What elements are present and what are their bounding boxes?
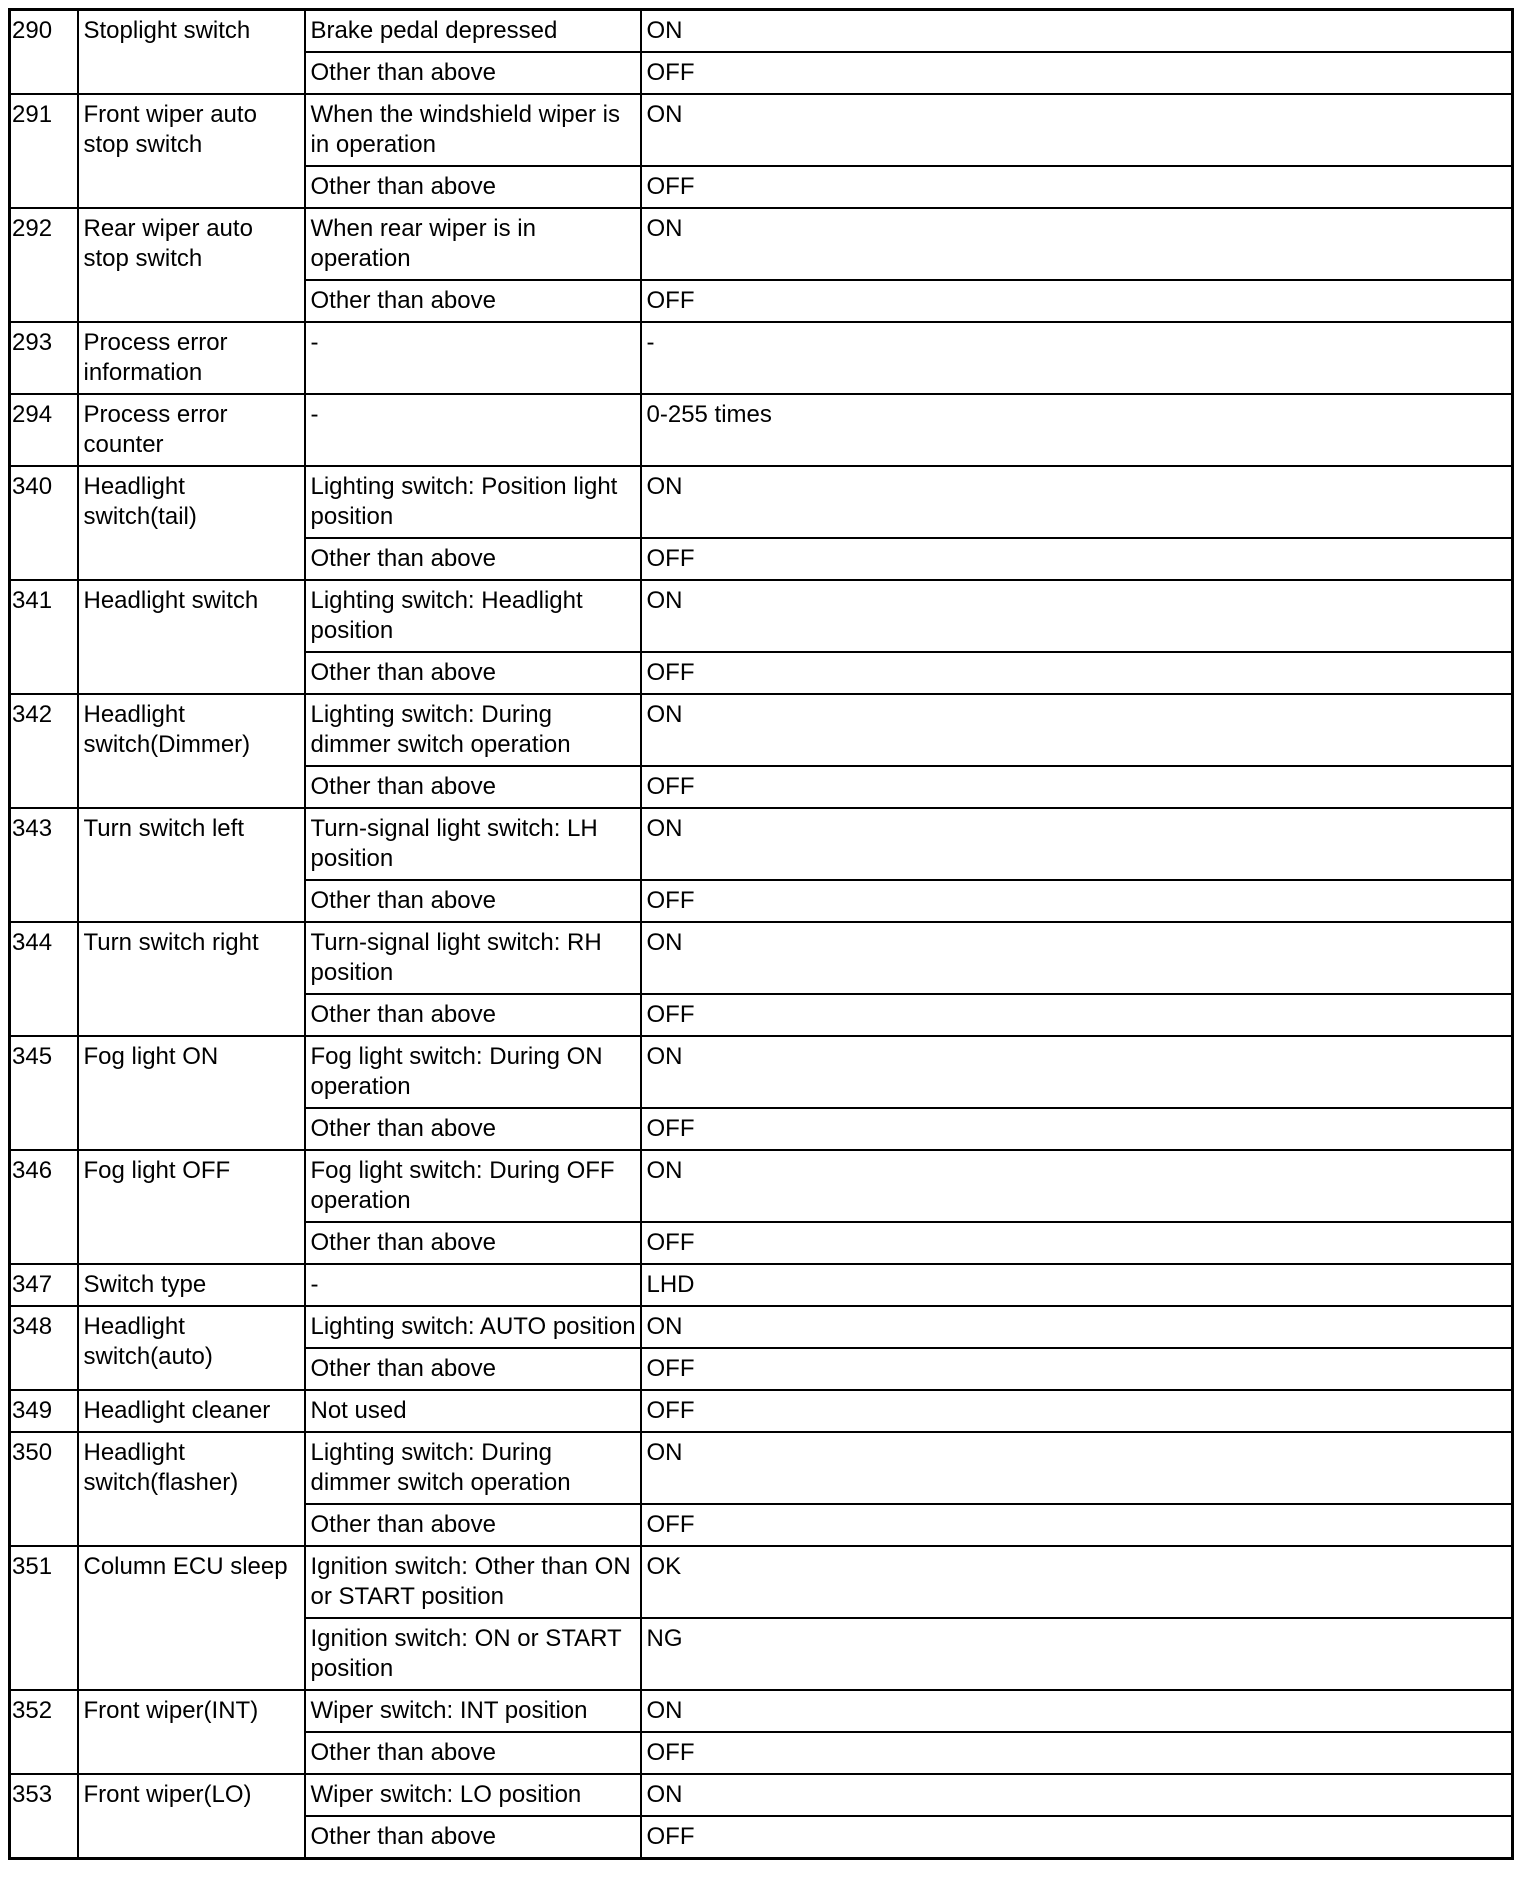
condition-cell: Other than above bbox=[305, 1108, 641, 1150]
condition-cell: Other than above bbox=[305, 280, 641, 322]
value-cell: OFF bbox=[641, 766, 1513, 808]
item-name-cell: Headlight switch(flasher) bbox=[78, 1432, 305, 1546]
value-cell: OFF bbox=[641, 1108, 1513, 1150]
item-name-cell: Turn switch right bbox=[78, 922, 305, 1036]
table-row bbox=[10, 580, 1513, 652]
condition-cell: - bbox=[305, 322, 641, 394]
condition-cell: - bbox=[305, 1264, 641, 1306]
table-row bbox=[10, 1264, 1513, 1306]
item-number-cell: 346 bbox=[10, 1150, 78, 1264]
value-cell: OFF bbox=[641, 1732, 1513, 1774]
value-cell: ON bbox=[641, 1036, 1513, 1108]
condition-cell: Lighting switch: Headlight position bbox=[305, 580, 641, 652]
condition-cell: Wiper switch: LO position bbox=[305, 1774, 641, 1816]
item-number-cell: 343 bbox=[10, 808, 78, 922]
condition-cell: Other than above bbox=[305, 1348, 641, 1390]
table-row bbox=[10, 1390, 1513, 1432]
condition-cell: Turn-signal light switch: LH position bbox=[305, 808, 641, 880]
value-cell: OFF bbox=[641, 1348, 1513, 1390]
condition-cell: Other than above bbox=[305, 652, 641, 694]
condition-cell: Lighting switch: During dimmer switch operation bbox=[305, 1432, 641, 1504]
condition-cell: Other than above bbox=[305, 538, 641, 580]
value-cell: ON bbox=[641, 694, 1513, 766]
condition-cell: Fog light switch: During ON operation bbox=[305, 1036, 641, 1108]
condition-cell: When rear wiper is in operation bbox=[305, 208, 641, 280]
table-row bbox=[10, 1546, 1513, 1618]
value-cell: ON bbox=[641, 1150, 1513, 1222]
item-number-cell: 341 bbox=[10, 580, 78, 694]
table-row bbox=[10, 394, 1513, 466]
value-cell: OFF bbox=[641, 1816, 1513, 1859]
item-number-cell: 344 bbox=[10, 922, 78, 1036]
value-cell: NG bbox=[641, 1618, 1513, 1690]
value-cell: OFF bbox=[641, 52, 1513, 94]
value-cell: OFF bbox=[641, 280, 1513, 322]
condition-cell: Not used bbox=[305, 1390, 641, 1432]
table-row bbox=[10, 1036, 1513, 1108]
table-row bbox=[10, 322, 1513, 394]
table-row bbox=[10, 1306, 1513, 1348]
data-monitor-table bbox=[8, 8, 1514, 1860]
condition-cell: Other than above bbox=[305, 994, 641, 1036]
item-number-cell: 293 bbox=[10, 322, 78, 394]
item-name-cell: Process error counter bbox=[78, 394, 305, 466]
item-name-cell: Fog light OFF bbox=[78, 1150, 305, 1264]
condition-cell: Ignition switch: ON or START position bbox=[305, 1618, 641, 1690]
condition-cell: Wiper switch: INT position bbox=[305, 1690, 641, 1732]
table-row bbox=[10, 1774, 1513, 1816]
item-name-cell: Headlight cleaner bbox=[78, 1390, 305, 1432]
condition-cell: Other than above bbox=[305, 1816, 641, 1859]
value-cell: LHD bbox=[641, 1264, 1513, 1306]
condition-cell: Turn-signal light switch: RH position bbox=[305, 922, 641, 994]
item-number-cell: 291 bbox=[10, 94, 78, 208]
condition-cell: - bbox=[305, 394, 641, 466]
item-number-cell: 347 bbox=[10, 1264, 78, 1306]
value-cell: OFF bbox=[641, 1390, 1513, 1432]
value-cell: ON bbox=[641, 10, 1513, 53]
value-cell: - bbox=[641, 322, 1513, 394]
table-row bbox=[10, 922, 1513, 994]
value-cell: ON bbox=[641, 1306, 1513, 1348]
data-monitor-table-sheet bbox=[8, 8, 1514, 1860]
item-number-cell: 351 bbox=[10, 1546, 78, 1690]
value-cell: OFF bbox=[641, 1504, 1513, 1546]
item-number-cell: 342 bbox=[10, 694, 78, 808]
item-name-cell: Headlight switch bbox=[78, 580, 305, 694]
item-name-cell: Rear wiper auto stop switch bbox=[78, 208, 305, 322]
item-name-cell: Fog light ON bbox=[78, 1036, 305, 1150]
item-name-cell: Headlight switch(auto) bbox=[78, 1306, 305, 1390]
table-row bbox=[10, 1150, 1513, 1222]
value-cell: ON bbox=[641, 208, 1513, 280]
value-cell: ON bbox=[641, 580, 1513, 652]
item-name-cell: Front wiper(INT) bbox=[78, 1690, 305, 1774]
item-name-cell: Headlight switch(tail) bbox=[78, 466, 305, 580]
value-cell: OK bbox=[641, 1546, 1513, 1618]
condition-cell: When the windshield wiper is in operation bbox=[305, 94, 641, 166]
table-body bbox=[10, 10, 1513, 1859]
value-cell: ON bbox=[641, 94, 1513, 166]
table-row bbox=[10, 1432, 1513, 1504]
item-number-cell: 340 bbox=[10, 466, 78, 580]
value-cell: OFF bbox=[641, 880, 1513, 922]
item-name-cell: Stoplight switch bbox=[78, 10, 305, 95]
value-cell: ON bbox=[641, 1774, 1513, 1816]
item-number-cell: 348 bbox=[10, 1306, 78, 1390]
value-cell: 0-255 times bbox=[641, 394, 1513, 466]
item-name-cell: Switch type bbox=[78, 1264, 305, 1306]
item-name-cell: Headlight switch(Dimmer) bbox=[78, 694, 305, 808]
value-cell: ON bbox=[641, 1432, 1513, 1504]
condition-cell: Other than above bbox=[305, 166, 641, 208]
item-name-cell: Front wiper(LO) bbox=[78, 1774, 305, 1859]
value-cell: OFF bbox=[641, 994, 1513, 1036]
item-number-cell: 353 bbox=[10, 1774, 78, 1859]
item-number-cell: 294 bbox=[10, 394, 78, 466]
value-cell: OFF bbox=[641, 652, 1513, 694]
item-name-cell: Column ECU sleep bbox=[78, 1546, 305, 1690]
item-number-cell: 292 bbox=[10, 208, 78, 322]
value-cell: OFF bbox=[641, 166, 1513, 208]
item-number-cell: 349 bbox=[10, 1390, 78, 1432]
item-number-cell: 350 bbox=[10, 1432, 78, 1546]
item-number-cell: 290 bbox=[10, 10, 78, 95]
item-name-cell: Turn switch left bbox=[78, 808, 305, 922]
condition-cell: Other than above bbox=[305, 1504, 641, 1546]
item-name-cell: Front wiper auto stop switch bbox=[78, 94, 305, 208]
item-number-cell: 352 bbox=[10, 1690, 78, 1774]
condition-cell: Other than above bbox=[305, 880, 641, 922]
condition-cell: Other than above bbox=[305, 1222, 641, 1264]
table-row bbox=[10, 94, 1513, 166]
value-cell: OFF bbox=[641, 538, 1513, 580]
table-row bbox=[10, 208, 1513, 280]
condition-cell: Lighting switch: During dimmer switch operation bbox=[305, 694, 641, 766]
table-row bbox=[10, 808, 1513, 880]
table-row bbox=[10, 1690, 1513, 1732]
value-cell: OFF bbox=[641, 1222, 1513, 1264]
condition-cell: Other than above bbox=[305, 1732, 641, 1774]
condition-cell: Fog light switch: During OFF operation bbox=[305, 1150, 641, 1222]
item-name-cell: Process error information bbox=[78, 322, 305, 394]
item-number-cell: 345 bbox=[10, 1036, 78, 1150]
condition-cell: Lighting switch: Position light position bbox=[305, 466, 641, 538]
value-cell: ON bbox=[641, 808, 1513, 880]
table-row bbox=[10, 466, 1513, 538]
condition-cell: Brake pedal depressed bbox=[305, 10, 641, 53]
condition-cell: Lighting switch: AUTO position bbox=[305, 1306, 641, 1348]
condition-cell: Other than above bbox=[305, 52, 641, 94]
value-cell: ON bbox=[641, 466, 1513, 538]
condition-cell: Ignition switch: Other than ON or START position bbox=[305, 1546, 641, 1618]
value-cell: ON bbox=[641, 922, 1513, 994]
table-row bbox=[10, 10, 1513, 53]
value-cell: ON bbox=[641, 1690, 1513, 1732]
table-row bbox=[10, 694, 1513, 766]
condition-cell: Other than above bbox=[305, 766, 641, 808]
